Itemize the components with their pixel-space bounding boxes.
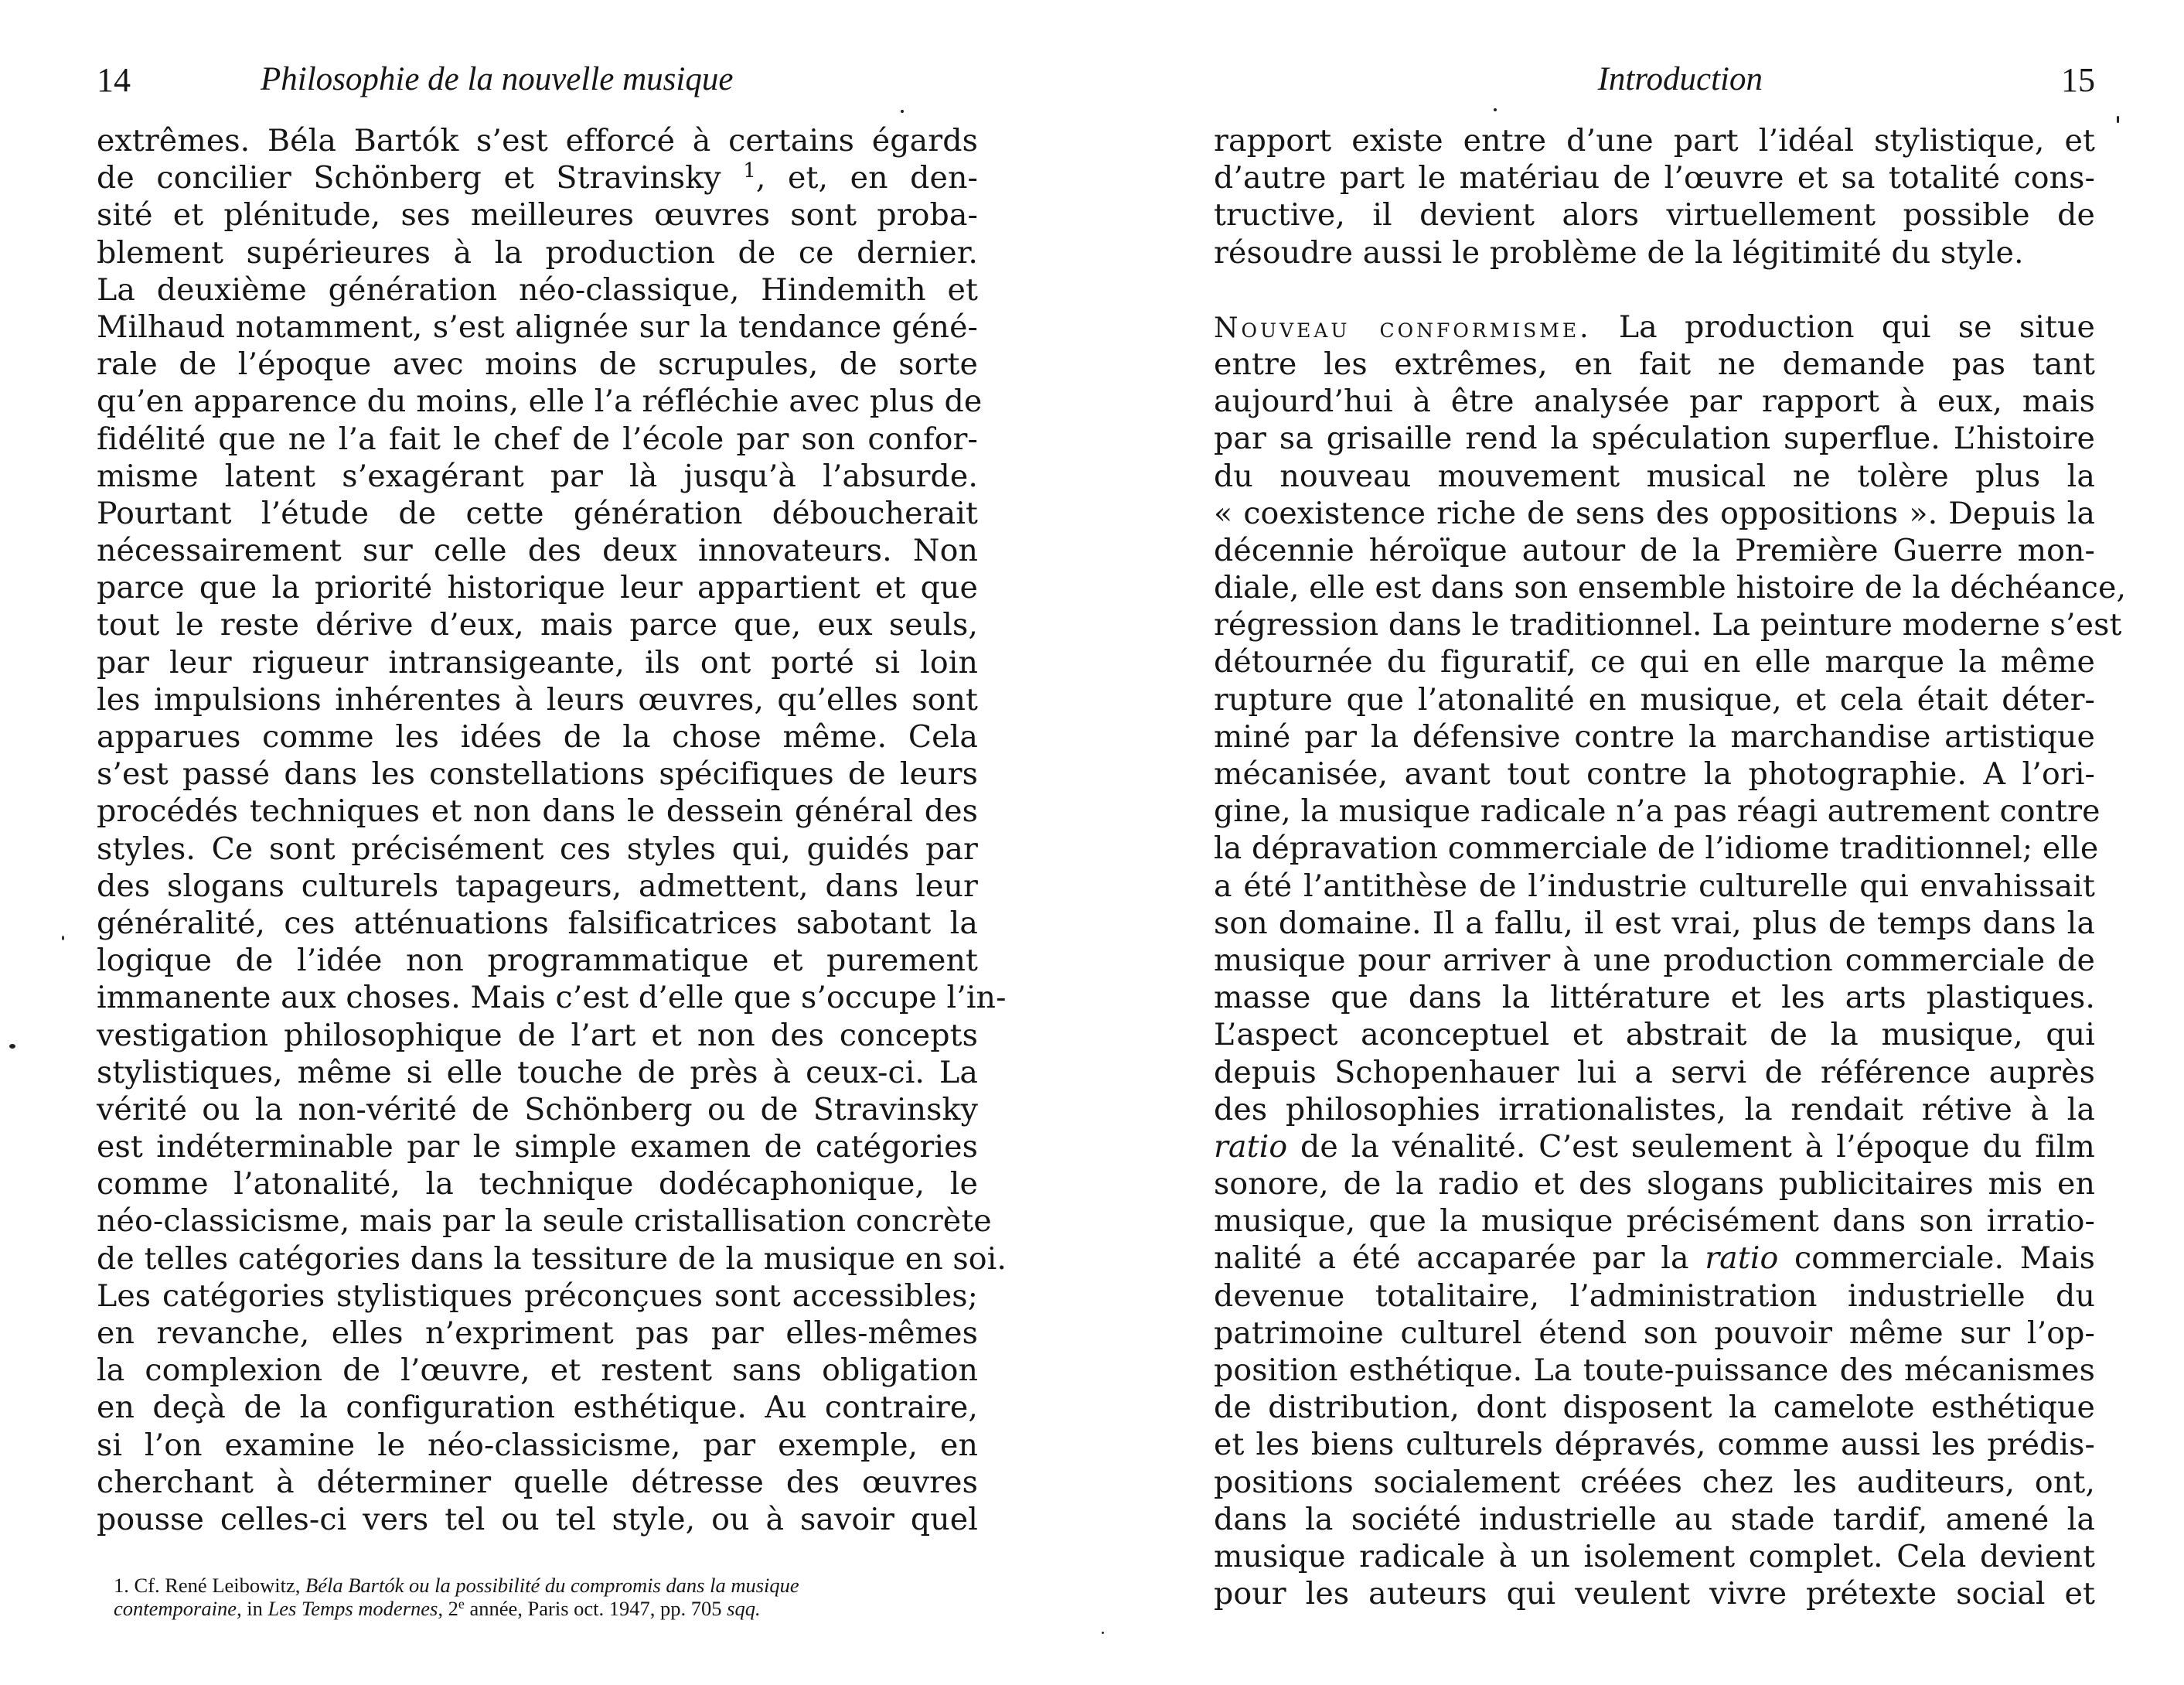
text-line: la complexion de l’œuvre, et restent sans obligation: [97, 1352, 978, 1389]
text-line: nécessairement sur celle des deux innovateurs. Non: [97, 533, 978, 569]
text-line: des philosophies irrationalistes, la rendait rétive à la: [1214, 1091, 2095, 1127]
text-line: Pourtant l’étude de cette génération déboucherait: [97, 495, 978, 531]
text-line: a été l’antithèse de l’industrie culturelle qui envahissait: [1214, 868, 2095, 904]
text-line: des slogans culturels tapageurs, admettent, dans leur: [97, 868, 978, 904]
text-line: dans la société industrielle au stade tardif, amené la: [1214, 1501, 2095, 1537]
footnote-mark: 1: [743, 159, 756, 183]
text-line: son domaine. Il a fallu, il est vrai, plus de temps dans la: [1214, 905, 2095, 941]
text-line: et les biens culturels dépravés, comme aussi les prédis-: [1214, 1427, 2095, 1463]
text-line: vestigation philosophique de l’art et non des concepts: [97, 1017, 978, 1053]
text-line: positions socialement créées chez les auditeurs, ont,: [1214, 1464, 2095, 1500]
footnote-line: 1. Cf. René Leibowitz, Béla Bartók ou la possibilité du compromis dans la musique: [114, 1574, 799, 1597]
text-line: Les catégories stylistiques préconçues sont accessibles;: [97, 1277, 978, 1314]
text-line: La deuxième génération néo-classique, Hindemith et: [97, 271, 978, 308]
text-line: résoudre aussi le problème de la légitimité du style.: [1214, 234, 2024, 271]
text-line: les impulsions inhérentes à leurs œuvres, qu’elles sont: [97, 681, 978, 718]
text-line: depuis Schopenhauer lui a servi de référence auprès: [1214, 1054, 2095, 1090]
text-line: miné par la défensive contre la marchandise artistique: [1214, 718, 2095, 755]
right-page-number: 15: [2061, 61, 2095, 99]
text-line: rupture que l’atonalité en musique, et cela était déter-: [1214, 681, 2095, 718]
scan-speck: [901, 110, 904, 113]
text-line: immanente aux choses. Mais c’est d’elle que s’occupe l’in-: [97, 980, 1007, 1016]
text-line: apparues comme les idées de la chose même. Cela: [97, 719, 978, 755]
text-line: fidélité que ne l’a fait le chef de l’école par son confor-: [97, 421, 978, 457]
text-line: stylistiques, même si elle touche de près à ceux-ci. La: [97, 1054, 978, 1090]
text-line: masse que dans la littérature et les arts plastiques.: [1214, 980, 2095, 1016]
text-line: Milhaud notamment, s’est alignée sur la tendance géné-: [97, 309, 978, 345]
left-page-number: 14: [97, 61, 131, 99]
text-line: s’est passé dans les constellations spécifiques de leurs: [97, 756, 978, 793]
text-line: pour les auteurs qui veulent vivre prétexte social et: [1214, 1576, 2095, 1612]
text-line: musique radicale à un isolement complet. Cela devient: [1214, 1538, 2095, 1574]
text-line: musique pour arriver à une production commerciale de: [1214, 942, 2095, 978]
text-line: par leur rigueur intransigeante, ils ont porté si loin: [97, 644, 978, 680]
text-line: régression dans le traditionnel. La peinture moderne s’est: [1214, 607, 2122, 643]
italic-word: ratio: [1214, 1128, 1288, 1165]
text-line: comme l’atonalité, la technique dodécaphonique, le: [97, 1166, 978, 1202]
text-line: détournée du figuratif, ce qui en elle marque la même: [1214, 644, 2095, 680]
text-line: L’aspect aconceptuel et abstrait de la musique, qui: [1214, 1017, 2095, 1053]
italic-word: ratio: [1705, 1240, 1779, 1277]
right-running-head: [1214, 60, 2095, 107]
text-line: de telles catégories dans la tessiture de la musique en soi.: [97, 1240, 1007, 1277]
text-line: en revanche, elles n’expriment pas par elles-mêmes: [97, 1315, 978, 1351]
footnote-number: 1.: [114, 1574, 129, 1597]
text-line: d’autre part le matériau de l’œuvre et sa totalité cons-: [1214, 160, 2095, 196]
text-line: Nouveau conformisme. La production qui se situe: [1214, 309, 2095, 345]
text-line: tout le reste dérive d’eux, mais parce que, eux seuls,: [97, 607, 978, 643]
text-line: sonore, de la radio et des slogans publicitaires mis en: [1214, 1166, 2095, 1202]
section-heading: Nouveau conformisme.: [1214, 312, 1592, 344]
left-running-head: [97, 60, 978, 107]
text-line: aujourd’hui à être analysée par rapport à eux, mais: [1214, 384, 2095, 420]
text-line: parce que la priorité historique leur appartient et que: [97, 570, 978, 606]
left-body-text: [97, 122, 1007, 1538]
text-line: tructive, il devient alors virtuellement possible de: [1214, 197, 2095, 234]
scan-speck: [1494, 108, 1497, 111]
text-line: pousse celles-ci vers tel ou tel style, ou à savoir quel: [97, 1501, 978, 1537]
text-line: blement supérieures à la production de ce dernier.: [97, 234, 978, 271]
right-running-title: Introduction: [1597, 61, 1763, 97]
text-line: la dépravation commerciale de l’idiome traditionnel; elle: [1214, 831, 2099, 867]
text-line: position esthétique. La toute-puissance des mécanismes: [1214, 1352, 2095, 1388]
footnote-line: contemporaine, in Les Temps modernes, 2e année, Paris oct. 1947, pp. 705 sqq.: [114, 1596, 761, 1620]
text-line: styles. Ce sont précisément ces styles qui, guidés par: [97, 831, 978, 867]
footnote: [114, 1574, 978, 1620]
text-line: si l’on examine le néo-classicisme, par exemple, en: [97, 1427, 978, 1463]
text-line: mécanisée, avant tout contre la photographie. A l’ori-: [1214, 756, 2095, 792]
text-line: diale, elle est dans son ensemble histoire de la déchéance,: [1214, 570, 2127, 606]
text-line: généralité, ces atténuations falsificatrices sabotant la: [97, 905, 978, 941]
text-line: décennie héroïque autour de la Première Guerre mon-: [1214, 532, 2095, 568]
text-line: procédés techniques et non dans le dessein général des: [97, 793, 978, 830]
text-line: néo-classicisme, mais par la seule cristallisation concrète: [97, 1203, 992, 1240]
left-page: [97, 0, 1007, 1685]
text-line: « coexistence riche de sens des oppositions ». Depuis la: [1214, 495, 2095, 531]
text-line: devenue totalitaire, l’administration industrielle du: [1214, 1277, 2095, 1314]
text-line: vérité ou la non-vérité de Schönberg ou de Stravinsky: [97, 1091, 978, 1127]
text-line: rale de l’époque avec moins de scrupules, de sorte: [97, 346, 978, 383]
text-line: sité et plénitude, ses meilleures œuvres sont proba-: [97, 197, 978, 234]
paragraph-gap: [1214, 271, 2095, 309]
text-line: rapport existe entre d’une part l’idéal stylistique, et: [1214, 123, 2095, 159]
scan-speck: [62, 936, 64, 940]
text-line: musique, que la musique précisément dans son irratio-: [1214, 1203, 2095, 1240]
text-line: ratio de la vénalité. C’est seulement à l’époque du film: [1214, 1128, 2095, 1165]
text-line: qu’en apparence du moins, elle l’a réfléchie avec plus de: [97, 384, 983, 420]
left-running-title: Philosophie de la nouvelle musique: [261, 61, 734, 97]
text-line: gine, la musique radicale n’a pas réagi autrement contre: [1214, 793, 2101, 830]
text-line: extrêmes. Béla Bartók s’est efforcé à certains égards: [97, 123, 978, 159]
text-line: cherchant à déterminer quelle détresse des œuvres: [97, 1464, 978, 1500]
text-line: patrimoine culturel étend son pouvoir même sur l’op-: [1214, 1315, 2095, 1351]
scan-speck: [1102, 1632, 1104, 1634]
text-line: de distribution, dont disposent la camelote esthétique: [1214, 1390, 2095, 1426]
text-line: par sa grisaille rend la spéculation superflue. L’histoire: [1214, 421, 2095, 457]
text-line: misme latent s’exagérant par là jusqu’à l’absurde.: [97, 458, 978, 494]
text-line: logique de l’idée non programmatique et purement: [97, 943, 978, 979]
right-body-text: [1214, 122, 2127, 1612]
scan-speck: [2117, 116, 2119, 123]
text-line: du nouveau mouvement musical ne tolère plus la: [1214, 458, 2095, 494]
text-line: nalité a été accaparée par la ratio commerciale. Mais: [1214, 1240, 2095, 1277]
text-line: est indéterminable par le simple examen de catégories: [97, 1129, 978, 1165]
text-line: entre les extrêmes, en fait ne demande pas tant: [1214, 346, 2095, 382]
right-page: [1214, 0, 2127, 1685]
scan-speck: [9, 1044, 15, 1049]
text-line: de concilier Schönberg et Stravinsky $^1$, et, en den-: [97, 159, 978, 196]
text-line: en deçà de la configuration esthétique. Au contraire,: [97, 1390, 978, 1426]
